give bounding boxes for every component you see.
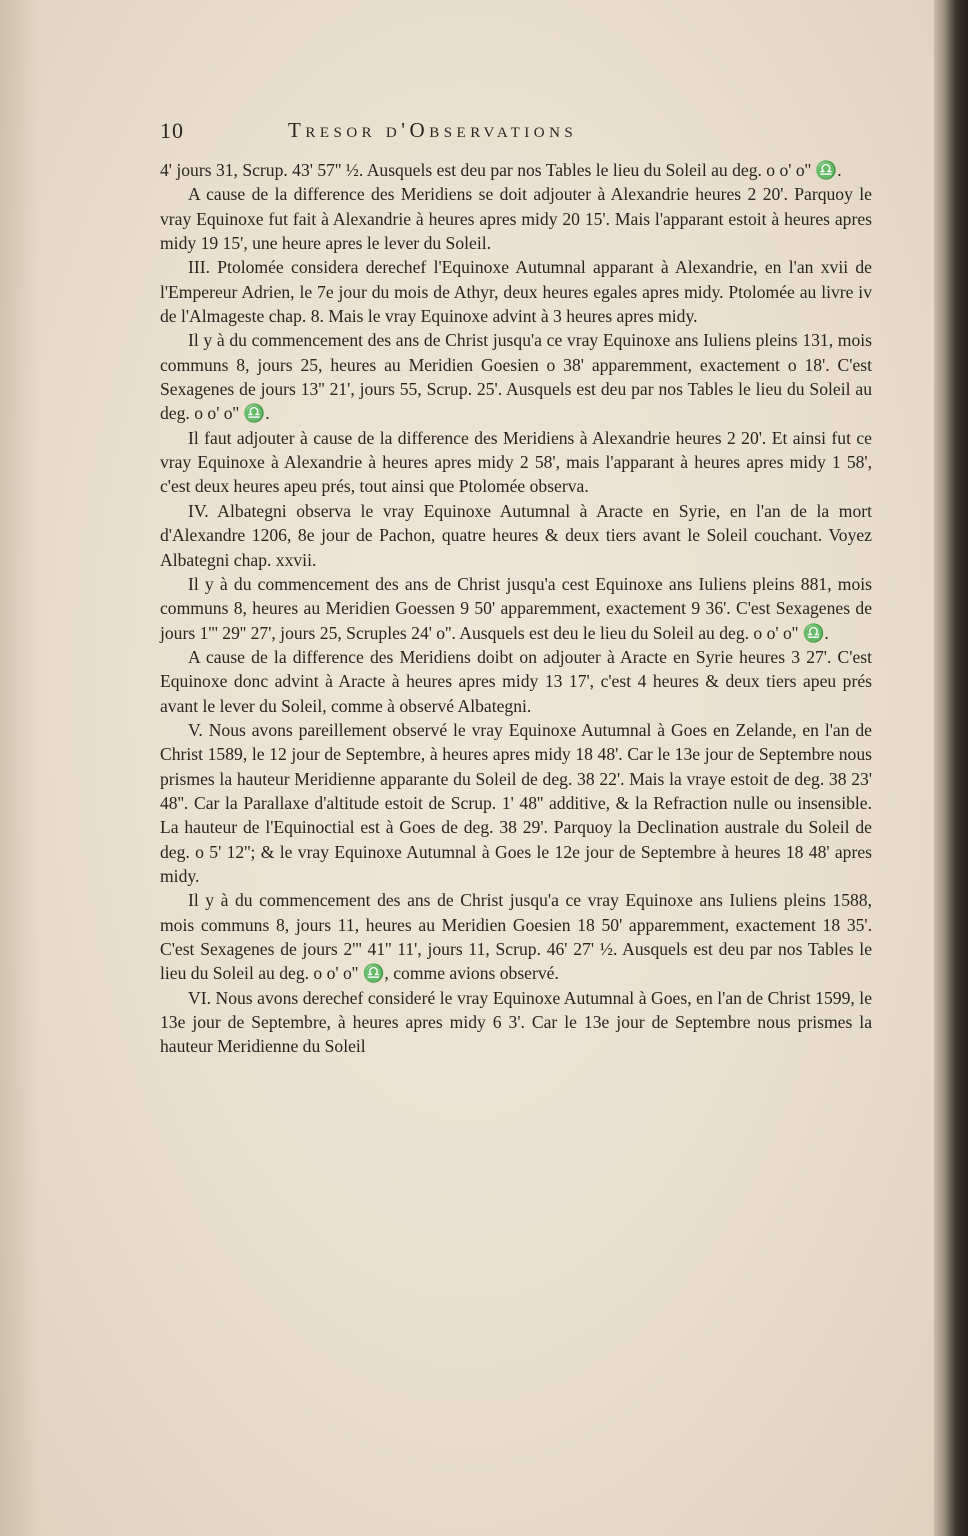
- paragraph: Il y à du commencement des ans de Christ jusqu'a cest Equinoxe ans Iuliens pleins 881, mois communs 8, heures au Meridien Goessen 9 50' apparemment, exactement 9 36'. C'est Sexagenes de jours 1''' 29'' 27', jours 25, Scruples 24' o''. Ausquels est deu le lieu du Soleil au deg. o o' o'' ♎.: [160, 573, 872, 643]
- paragraph: A cause de la difference des Meridiens se doit adjouter à Alexandrie heures 2 20'. Parquoy le vray Equinoxe fut fait à Alexandrie à heures apres midy 20 15'. Mais l'apparant estoit à heures apres midy 19 15', une heure apres le lever du Soleil.: [160, 184, 872, 254]
- paragraph: A cause de la difference des Meridiens doibt on adjouter à Aracte en Syrie heures 3 27'. C'est Equinoxe donc advint à Aracte à heures apres midy 13 17', c'est 4 heures & deux tiers apeu prés avant le lever du Soleil, comme à observé Albategni.: [160, 646, 872, 716]
- running-title: Tresor d'Observations: [288, 118, 578, 142]
- paragraph-section-v: V. Nous avons pareillement observé le vray Equinoxe Autumnal à Goes en Zelande, en l'an de Christ 1589, le 12 jour de Septembre, à heures apres midy 18 48'. Car le 13e jour de Septembre nous prismes la hauteur Meridienne apparante du Soleil de deg. 38 22'. Mais la vraye estoit de deg. 38 23' 48''. Car la Parallaxe d'altitude estoit de Scrup. 1' 48'' additive, & la Refraction nulle ou insensible. La hauteur de l'Equinoctial est à Goes de deg. 38 29'. Parquoy la Declination australe du Soleil de deg. o 5' 12''; & le vray Equinoxe Autumnal à Goes le 12e jour de Septembre à heures 18 48' apres midy.: [160, 719, 872, 886]
- paragraph: Il faut adjouter à cause de la difference des Meridiens à Alexandrie heures 2 20'. Et ainsi fut ce vray Equinoxe à Alexandrie à heures apres midy 2 58', mais l'apparant à heures apres midy 1 58', c'est deux heures apeu prés, tout ainsi que Ptolomée observa.: [160, 427, 872, 497]
- page-header: [160, 118, 872, 152]
- paragraph-section-vi: VI. Nous avons derechef consideré le vray Equinoxe Autumnal à Goes, en l'an de Christ 1599, le 13e jour de Septembre, à heures apres midy 6 3'. Car le 13e jour de Septembre nous prismes la hauteur Meridienne du Soleil: [160, 987, 872, 1057]
- gutter-shadow: [0, 0, 40, 1536]
- page-number: 10: [160, 118, 184, 143]
- paragraph: Il y à du commencement des ans de Christ jusqu'a ce vray Equinoxe ans Iuliens pleins 1588, mois communs 8, jours 11, heures au Meridien Goesien 18 50' apparemment, exactement 18 35'. C'est Sexagenes de jours 2''' 41'' 11', jours 11, Scrup. 46' 27' ½. Ausquels est deu par nos Tables le lieu du Soleil au deg. o o' o'' ♎, comme avions observé.: [160, 890, 872, 984]
- paragraph: Il y à du commencement des ans de Christ jusqu'a ce vray Equinoxe ans Iuliens pleins 131, mois communs 8, jours 25, heures au Meridien Goesien o 38' apparemment, exactement o 18'. C'est Sexagenes de jours 13'' 21', jours 55, Scrup. 25'. Ausquels est deu par nos Tables le lieu du Soleil au deg. o o' o'' ♎.: [160, 330, 872, 424]
- paragraph-section-iii: III. Ptolomée considera derechef l'Equinoxe Autumnal apparant à Alexandrie, en l'an xvii de l'Empereur Adrien, le 7e jour du mois de Athyr, deux heures egales apres midy. Ptolomée au livre iv de l'Almageste chap. 8. Mais le vray Equinoxe advint à 3 heures apres midy.: [160, 257, 872, 327]
- page-edge: [934, 0, 968, 1536]
- paragraph-section-iv: IV. Albategni observa le vray Equinoxe Autumnal à Aracte en Syrie, en l'an de la mort d'Alexandre 1206, 8e jour de Pachon, quatre heures & deux tiers avant le Soleil couchant. Voyez Albategni chap. xxvii.: [160, 500, 872, 570]
- paragraph-continuation: 4' jours 31, Scrup. 43' 57'' ½. Ausquels est deu par nos Tables le lieu du Soleil au deg. o o' o'' ♎.: [160, 160, 842, 180]
- body-text: [160, 158, 872, 1059]
